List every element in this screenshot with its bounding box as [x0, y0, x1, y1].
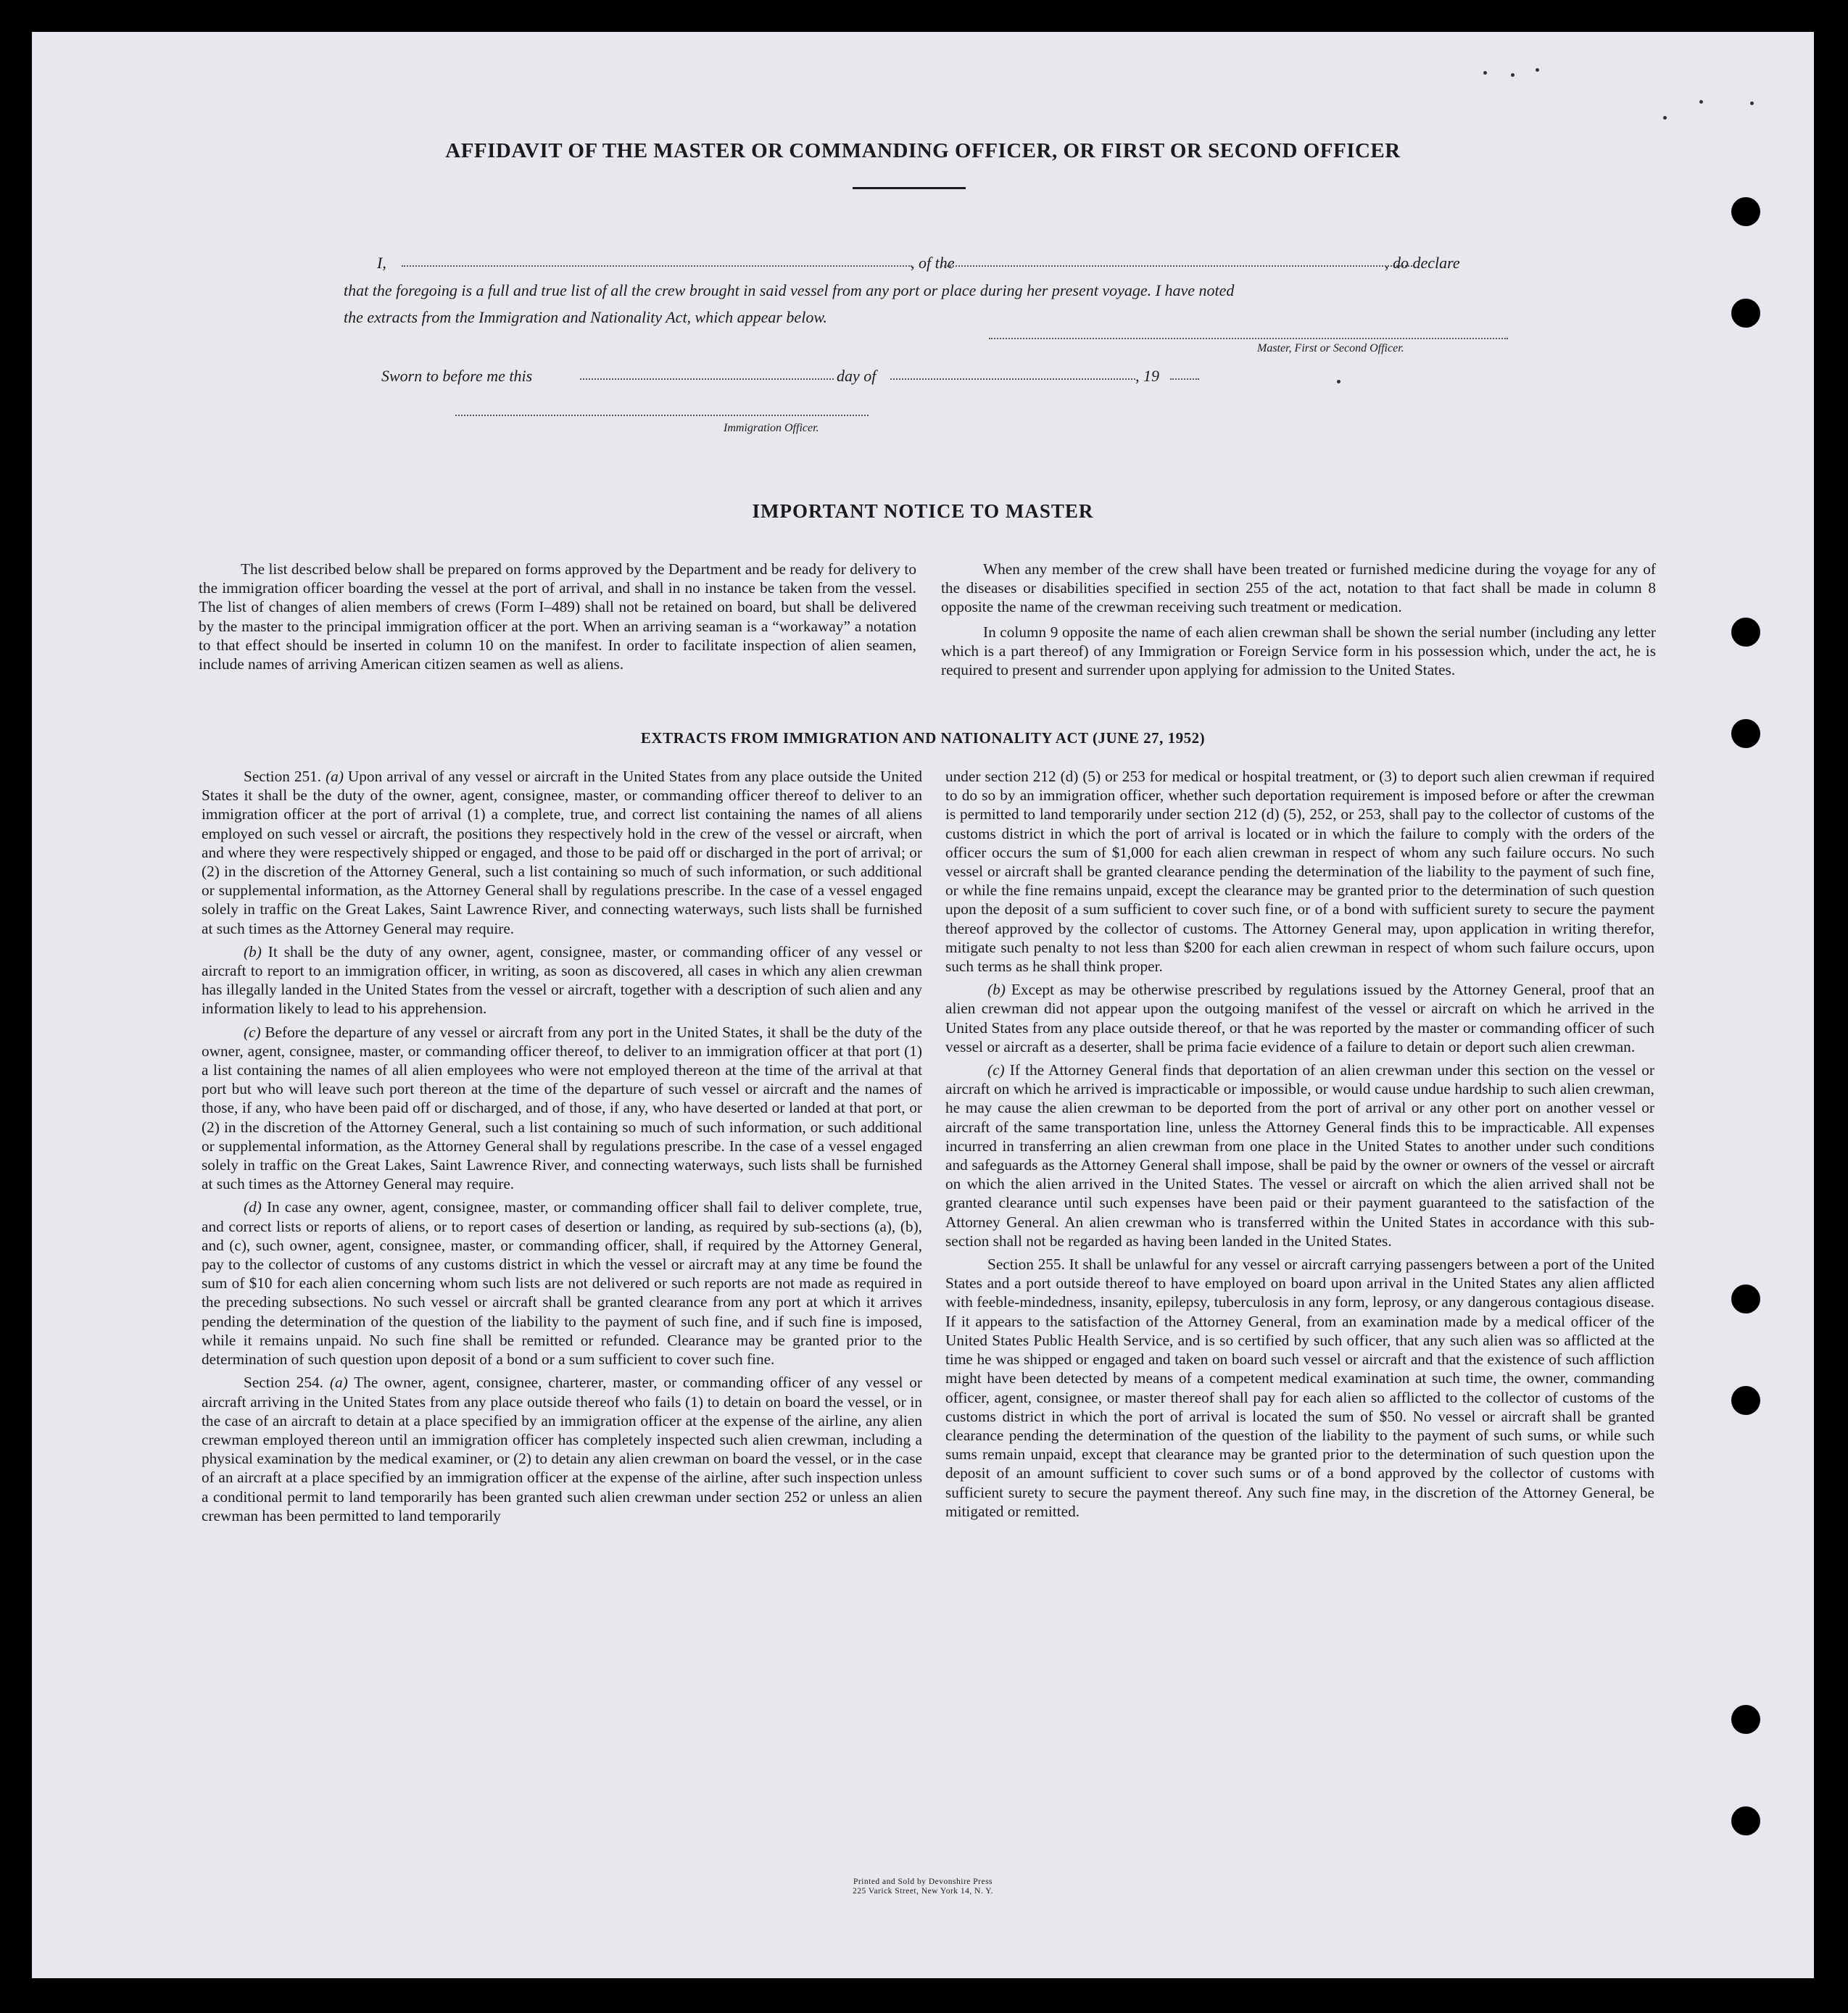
punch-hole	[1731, 1705, 1760, 1734]
notice-right-paragraph-1: When any member of the crew shall have been treated or furnished medicine during the voyage for any of the diseases or disabilities specified in section 255 of the act, notation to that fact shall be made in column 8 opposite the name of the crewman receiving such treatment or medication.	[941, 560, 1656, 616]
paper-speck	[1536, 68, 1539, 72]
officer-signature-label: Immigration Officer.	[724, 422, 819, 434]
extracts-title: EXTRACTS FROM IMMIGRATION AND NATIONALITY ACT (JUNE 27, 1952)	[640, 729, 1206, 747]
section-251-b	[202, 942, 922, 1018]
subsection-a-letter: (a)	[329, 1374, 348, 1392]
paper-speck	[1663, 116, 1667, 120]
title-rule	[853, 187, 966, 189]
punch-hole	[1731, 719, 1760, 748]
sworn-day-field[interactable]	[580, 378, 834, 380]
extracts-right-column	[945, 767, 1654, 1525]
paper-speck	[1511, 73, 1515, 77]
subsection-b-letter: (b)	[244, 942, 262, 960]
section-255-label: Section 255.	[987, 1255, 1065, 1274]
section-254-b	[945, 980, 1654, 1056]
section-251-label: Section 251.	[244, 768, 322, 785]
sworn-prefix: Sworn to before me this	[381, 367, 533, 385]
section-251-b-text: It shall be the duty of any owner, agent, consignee, master, or commanding officer of any vessel or aircraft to report to an immigration officer, in writing, as soon as discovered, all cases in which any alien crewman has illegally landed in the United States from the vessel or aircraft, together with a description of such alien and any information likely to lead to his apprehension.	[202, 942, 922, 1018]
subsection-c-letter: (c)	[244, 1023, 261, 1041]
imprint-line-1: Printed and Sold by Devonshire Press	[853, 1877, 993, 1886]
sworn-month-field[interactable]	[890, 378, 1135, 380]
section-254-label: Section 254.	[244, 1374, 323, 1392]
declarant-name-field[interactable]	[402, 265, 912, 267]
subsection-c-letter: (c)	[987, 1061, 1005, 1079]
notice-right-paragraph-2: In column 9 opposite the name of each alien crewman shall be shown the serial number (including any letter which is a part thereof) of any Immigration or Foreign Service form in his possession which, under the act, he is required to present and surrender upon applying for admission to the United States.	[941, 623, 1656, 679]
notice-left-paragraph: The list described below shall be prepared on forms approved by the Department and be ready for delivery to the immigration officer boarding the vessel at the port of arrival, and shall in no instance be taken from the vessel. The list of changes of alien members of crews (Form I–489) shall not be retained on board, but shall be delivered by the master to the principal immigration officer at the port. When an arriving seaman is a “workaway” a notation to that effect should be inserted in column 10 on the manifest. In order to facilitate inspection of alien seamen, include names of arriving American citizen seamen as well as aliens.	[199, 560, 916, 673]
section-251-a	[202, 767, 922, 938]
section-254-a	[202, 1373, 922, 1525]
day-of-label: day of	[837, 367, 877, 385]
subsection-b-letter: (b)	[987, 981, 1006, 999]
year-label: , 19	[1135, 367, 1159, 385]
notice-left-column	[199, 560, 916, 679]
punch-hole	[1731, 197, 1760, 226]
punch-hole	[1731, 299, 1760, 328]
imprint-line-2: 225 Varick Street, New York 14, N. Y.	[853, 1887, 993, 1896]
extracts-left-column	[202, 767, 922, 1530]
punch-hole	[1731, 1806, 1760, 1835]
subsection-a-letter: (a)	[326, 768, 344, 785]
declarant-prefix: I,	[377, 254, 386, 272]
punch-hole	[1731, 1386, 1760, 1415]
paper-speck	[1750, 101, 1754, 105]
printer-imprint	[32, 1877, 1814, 1896]
punch-hole	[1731, 618, 1760, 647]
section-254-a-text: The owner, agent, consignee, charterer, master, or commanding officer of any vessel or aircraft arriving in the United States from any place outside thereof who fails (1) to detain on board the vessel, or in the case of an aircraft to detain at a place specified by an immigration officer at the expense of the airline, any alien crewman employed thereon until an immigration officer has completely inspected such alien crewman, including a physical examination by the medical examiner, or (2) to detain any alien crewman on board the vessel, or in the case of an aircraft at a place specified by an immigration officer at the expense of the airline, after such inspection unless a conditional permit to land temporarily has been granted such alien crewman under section 252 or unless an alien crewman has been permitted to land temporarily	[202, 1374, 922, 1524]
affidavit-title: AFFIDAVIT OF THE MASTER OR COMMANDING OFFICER, OR FIRST OR SECOND OFFICER	[445, 139, 1401, 162]
section-254-c	[945, 1061, 1654, 1250]
notice-title: IMPORTANT NOTICE TO MASTER	[752, 500, 1094, 522]
paper-speck	[1483, 71, 1487, 75]
section-254-b-text: Except as may be otherwise prescribed by regulations issued by the Attorney General, proof that an alien crewman did not appear upon the outgoing manifest of the vessel or aircraft on which he arrived in the United States from any place outside thereof, or that he was reported by the master or commanding officer of such vessel or aircraft as a deserter, shall be prima facie evidence of a failure to detain or deport such alien crewman.	[945, 981, 1654, 1055]
punch-hole	[1731, 1284, 1760, 1313]
section-254-a-continued: under section 212 (d) (5) or 253 for medical or hospital treatment, or (3) to deport such alien crewman if required to do so by an immigration officer, whether such deportation requirement is imposed before or after the crewman is permitted to land temporarily under section 212 (d) (5), 252, or 253, shall pay to the collector of customs of the customs district in which the port of arrival is located or in which the failure to comply with the orders of the officer occurs the sum of $1,000 for each alien crewman in respect of whom any such failure occurs. No such vessel or aircraft shall be granted clearance pending the determination of the liability to the payment of such fine, or while the fine remains unpaid, except the clearance may be granted prior to the determination of such question upon the deposit of a sum sufficient to cover such fine, or of a bond with sufficient surety to secure the payment thereof approved by the collector of customs. The Attorney General may, upon application in writing therefor, mitigate such penalty to not less than $200 for each alien crewman in respect of whom such failure occurs, upon such terms as he shall think proper.	[945, 768, 1654, 976]
do-declare-label: , do declare	[1385, 254, 1460, 272]
paper-speck	[1699, 100, 1703, 104]
section-251-c-text: Before the departure of any vessel or aircraft from any port in the United States, it shall be the duty of the owner, agent, consignee, master, or commanding officer thereof, to deliver to an immigration officer at that port (1) a list containing the names of all alien employees who were not employed thereon at the time of the arrival at that port but who will leave such port thereon at the time of the departure of such vessel or aircraft and the names of those, if any, who have been paid off or discharged, and of those, if any, who have deserted or landed at that port, or (2) in the discretion of the Attorney General, such a list containing so much of such information, or such additional or supplemental information, as the Attorney General shall by regulations prescribe. In the case of a vessel engaged solely in traffic on the Great Lakes, Saint Lawrence River, and connecting waterways, such lists shall be furnished at such times as the Attorney General may require.	[202, 1023, 922, 1193]
sworn-year-field[interactable]	[1170, 378, 1199, 380]
section-251-d-text: In case any owner, agent, consignee, master, or commanding officer shall fail to deliver complete, true, and correct lists or reports of aliens, or to report cases of desertion or landing, as required by sub-sections (a), (b), and (c), such owner, agent, consignee, master, or commanding officer, shall, if required by the Attorney General, pay to the collector of customs of any customs district in which the vessel or aircraft may at any time be found the sum of $10 for each alien concerning whom such lists are not delivered or such reports are not made as required in the preceding subsections. No such vessel or aircraft shall be granted clearance from any port at which it arrives pending the determination of the question of the liability to the payment of such fine, and if such fine is imposed, while it remains unpaid. No such fine shall be remitted or refunded. Clearance may be granted prior to the determination of such question upon deposit of a bond or a sum sufficient to cover such fine.	[202, 1198, 922, 1369]
declaration-line-3: the extracts from the Immigration and Nationality Act, which appear below.	[344, 308, 827, 326]
master-signature-field[interactable]	[989, 338, 1508, 339]
section-255-text: It shall be unlawful for any vessel or aircraft carrying passengers between a port of the United States and a port outside thereof to have employed on board upon arrival in the United States any alien afflicted with feeble-mindedness, insanity, epilepsy, tuberculosis in any form, leprosy, or any dangerous contagious disease. If it appears to the satisfaction of the Attorney General, from an examination made by a medical officer of the United States Public Health Service, and is so certified by such officer, that any such alien was so afflicted at the time he was shipped or engaged and taken on board such vessel or aircraft and that the existence of such affliction might have been detected by means of a competent medical examination at such time, the owner, commanding officer, agent, consignee, or master thereof shall pay for each alien so afflicted to the collector of customs of the customs district in which the port of arrival is located the sum of $50. No vessel or aircraft shall be granted clearance pending the determination of the question of the liability to the payment of such sums, or while such sums remain unpaid, except that clearance may be granted prior to the determination of such question upon the deposit of an amount sufficient to cover such sums or of a bond approved by the collector of customs with sufficient surety to secure the payment thereof. Any such fine may, in the discretion of the Attorney General, be mitigated or remitted.	[945, 1255, 1654, 1520]
section-251-c	[202, 1023, 922, 1194]
section-255	[945, 1255, 1654, 1521]
master-signature-label: Master, First or Second Officer.	[1257, 342, 1404, 354]
subsection-d-letter: (d)	[244, 1198, 262, 1216]
of-the-label: , of the	[911, 254, 955, 272]
declaration-line-2: that the foregoing is a full and true list of all the crew brought in said vessel from any port or place during her present voyage. I have noted	[344, 281, 1235, 299]
officer-signature-field[interactable]	[455, 415, 869, 416]
section-251-d	[202, 1198, 922, 1369]
paper-speck	[1337, 380, 1341, 383]
vessel-name-field[interactable]	[941, 265, 1412, 267]
section-254-c-text: If the Attorney General finds that deportation of an alien crewman under this section on the vessel or aircraft on which he arrived is impracticable or impossible, or would cause undue hardship to such alien crewman, he may cause the alien crewman to be deported from the port of arrival or any other port on another vessel or aircraft of the same transportation line, unless the Attorney General finds this to be impracticable. All expenses incurred in transferring an alien crewman from one place in the United States to another under such conditions and safeguards as the Attorney General shall impose, shall be paid by the owner or owners of the vessel or aircraft on which the alien arrived in the United States. The vessel or aircraft on which the alien arrived shall not be granted clearance until such expenses have been paid or their payment guaranteed to the satisfaction of the Attorney General. An alien crewman who is transferred within the United States in accordance with this sub-section shall not be regarded as having been landed in the United States.	[945, 1061, 1654, 1250]
notice-right-column	[941, 560, 1656, 685]
form-page	[32, 32, 1814, 1978]
section-251-a-text: Upon arrival of any vessel or aircraft in the United States from any place outside the United States it shall be the duty of the owner, agent, consignee, master, or commanding officer thereof to deliver to an immigration officer at the port of arrival (1) a complete, true, and correct list containing the names of all aliens employed on such vessel or aircraft, the positions they respectively hold in the crew of the vessel or aircraft, when and where they were respectively shipped or engaged, and those to be paid off or discharged in the port of arrival; or (2) in the discretion of the Attorney General, such a list containing so much of such information, or such additional or supplemental information, as the Attorney General shall by regulations prescribe. In the case of a vessel engaged solely in traffic on the Great Lakes, Saint Lawrence River, and connecting waterways, such lists shall be furnished at such times as the Attorney General may require.	[202, 768, 922, 937]
